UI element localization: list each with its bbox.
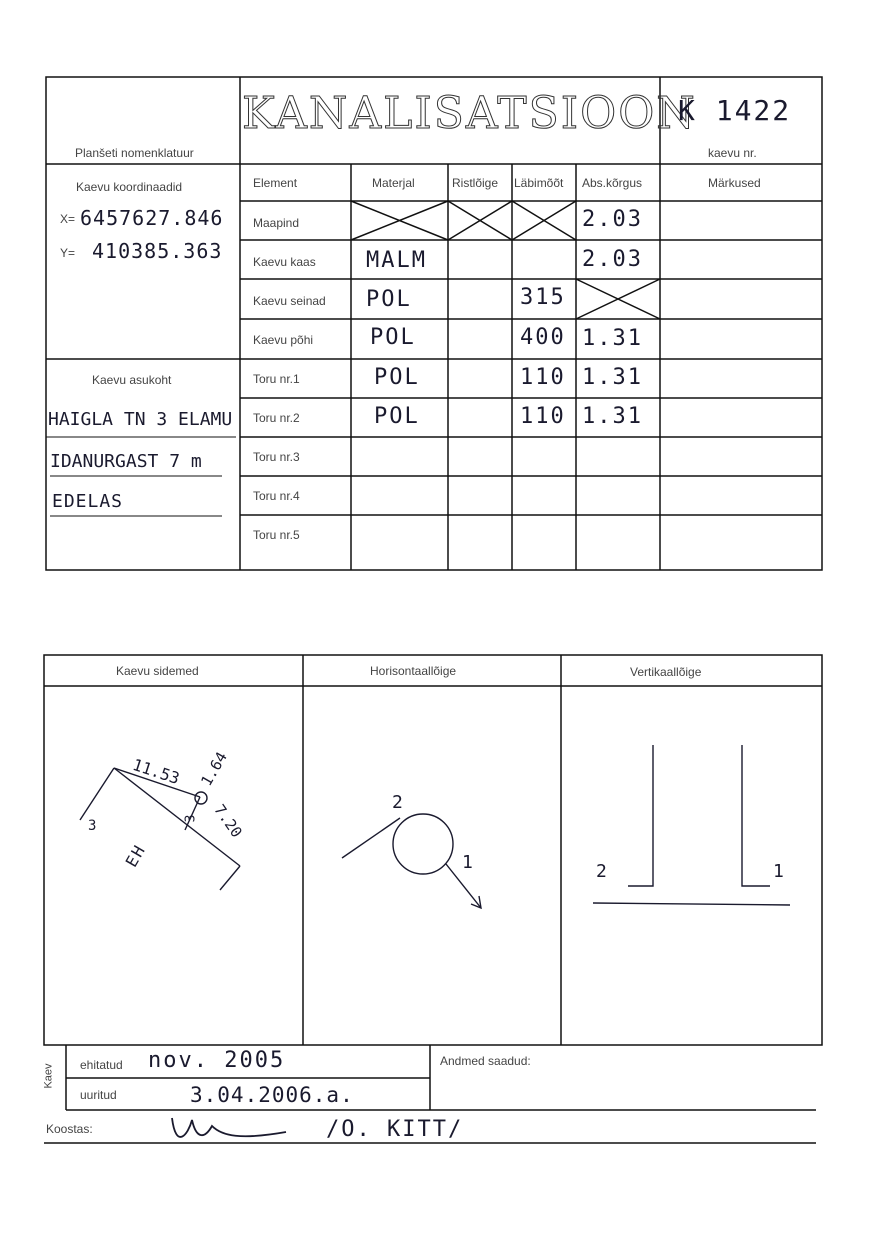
- row-element: Toru nr.3: [253, 450, 300, 464]
- col-header-cross: Ristlõige: [452, 176, 499, 190]
- form-title: KANALISATSIOON: [242, 88, 697, 139]
- built-value: nov. 2005: [148, 1048, 286, 1073]
- coord-y-prefix: Y=: [60, 246, 76, 260]
- row-element: Kaevu kaas: [253, 255, 316, 269]
- col-header-material: Materjal: [372, 176, 415, 190]
- tie-distance: 3: [183, 812, 199, 823]
- tie-distance: 3: [88, 818, 99, 834]
- location-line-3: EDELAS: [52, 491, 124, 512]
- coord-x-prefix: X=: [60, 212, 76, 226]
- col-header-element: Element: [253, 176, 298, 190]
- coord-x-value: 6457627.846: [80, 206, 224, 230]
- material-value: POL: [366, 287, 412, 312]
- height-value: 1.31: [582, 326, 643, 351]
- well-number-value: K 1422: [678, 94, 792, 127]
- tie-distance: 7.20: [210, 801, 246, 841]
- well-number-label: kaevu nr.: [708, 146, 757, 160]
- diameter-value: 110: [520, 365, 566, 390]
- tie-distance: 1.64: [197, 748, 231, 790]
- built-label: ehitatud: [80, 1058, 123, 1072]
- ties-sketch: [80, 768, 240, 890]
- surveyed-label: uuritud: [80, 1088, 117, 1102]
- height-value: 2.03: [582, 247, 643, 272]
- pipe-number: 1: [773, 861, 786, 882]
- horizontal-section-sketch: [342, 814, 481, 908]
- row-element: Toru nr.1: [253, 372, 300, 386]
- vertical-section-label: Vertikaallõige: [630, 665, 702, 679]
- location-label: Kaevu asukoht: [92, 373, 172, 387]
- row-element: Kaevu põhi: [253, 333, 314, 347]
- height-value: 1.31: [582, 404, 643, 429]
- material-value: POL: [370, 325, 416, 350]
- coord-y-value: 410385.363: [92, 239, 223, 263]
- coordinates-label: Kaevu koordinaadid: [76, 180, 183, 194]
- row-element: Maapind: [253, 216, 300, 230]
- row-element: Kaevu seinad: [253, 294, 326, 308]
- height-value: 2.03: [582, 207, 643, 232]
- diameter-value: 315: [520, 285, 566, 310]
- material-value: POL: [374, 365, 420, 390]
- row-element: Toru nr.5: [253, 528, 300, 542]
- diameter-value: 400: [520, 325, 566, 350]
- material-value: POL: [374, 404, 420, 429]
- data-received-label: Andmed saadud:: [440, 1054, 531, 1068]
- plan-label: Planšeti nomenklatuur: [75, 146, 194, 160]
- surveyed-value: 3.04.2006.a.: [190, 1083, 354, 1107]
- tie-building: EH: [121, 840, 150, 871]
- pipe-number: 2: [392, 792, 405, 813]
- ties-label: Kaevu sidemed: [116, 664, 199, 678]
- horizontal-section-label: Horisontaallõige: [370, 664, 457, 678]
- row-element: Toru nr.2: [253, 411, 300, 425]
- pipe-number: 2: [596, 861, 609, 882]
- author-name: /O. KITT/: [326, 1117, 464, 1142]
- signature: [172, 1118, 286, 1137]
- height-value: 1.31: [582, 365, 643, 390]
- diameter-value: 110: [520, 404, 566, 429]
- author-label: Koostas:: [46, 1122, 93, 1136]
- row-element: Toru nr.4: [253, 489, 300, 503]
- col-header-height: Abs.kõrgus: [582, 176, 643, 190]
- col-header-diameter: Läbimõõt: [514, 176, 564, 190]
- vertical-section-sketch: [593, 745, 790, 905]
- footer-side-label: Kaev: [42, 1063, 55, 1089]
- col-header-notes: Märkused: [708, 176, 761, 190]
- tie-distance: 11.53: [130, 755, 182, 788]
- pipe-number: 1: [462, 852, 475, 873]
- location-line-1: HAIGLA TN 3 ELAMU: [48, 409, 233, 430]
- location-line-2: IDANURGAST 7 m: [50, 451, 202, 472]
- material-value: MALM: [366, 248, 427, 273]
